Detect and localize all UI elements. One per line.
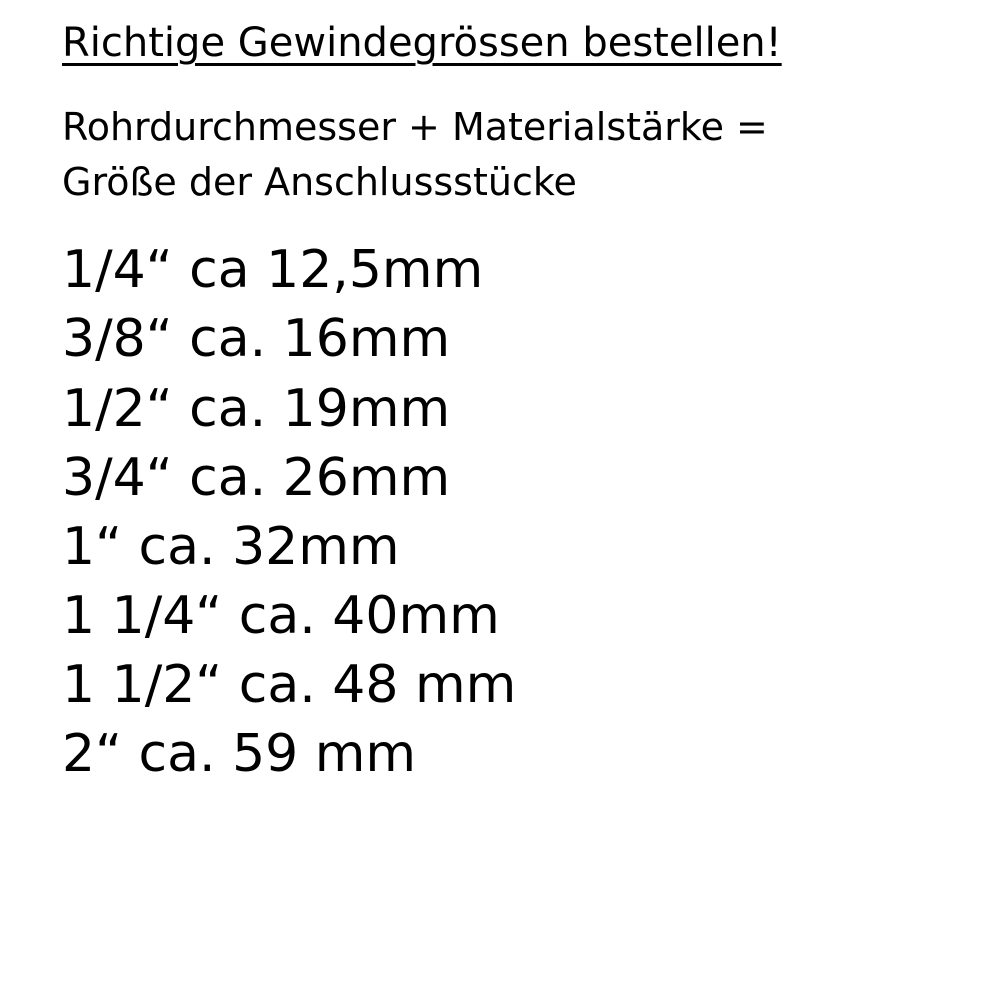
list-item: 1 1/2“ ca. 48 mm (62, 655, 517, 716)
size-conversion-list (62, 236, 1000, 789)
formula-block (62, 100, 942, 210)
formula-line-1: Rohrdurchmesser + Materialstärke = (62, 105, 768, 149)
list-item: 3/8“ ca. 16mm (62, 309, 451, 370)
list-item: 2“ ca. 59 mm (62, 724, 417, 785)
list-item: 3/4“ ca. 26mm (62, 447, 451, 508)
list-item: 1“ ca. 32mm (62, 516, 400, 577)
list-item: 1 1/4“ ca. 40mm (62, 585, 500, 646)
formula-line-2: Größe der Anschlussstücke (62, 160, 577, 205)
list-item: 1/4“ ca 12,5mm (62, 240, 484, 301)
page-title: Richtige Gewindegrössen bestellen! (62, 20, 782, 66)
list-item: 1/2“ ca. 19mm (62, 378, 451, 439)
